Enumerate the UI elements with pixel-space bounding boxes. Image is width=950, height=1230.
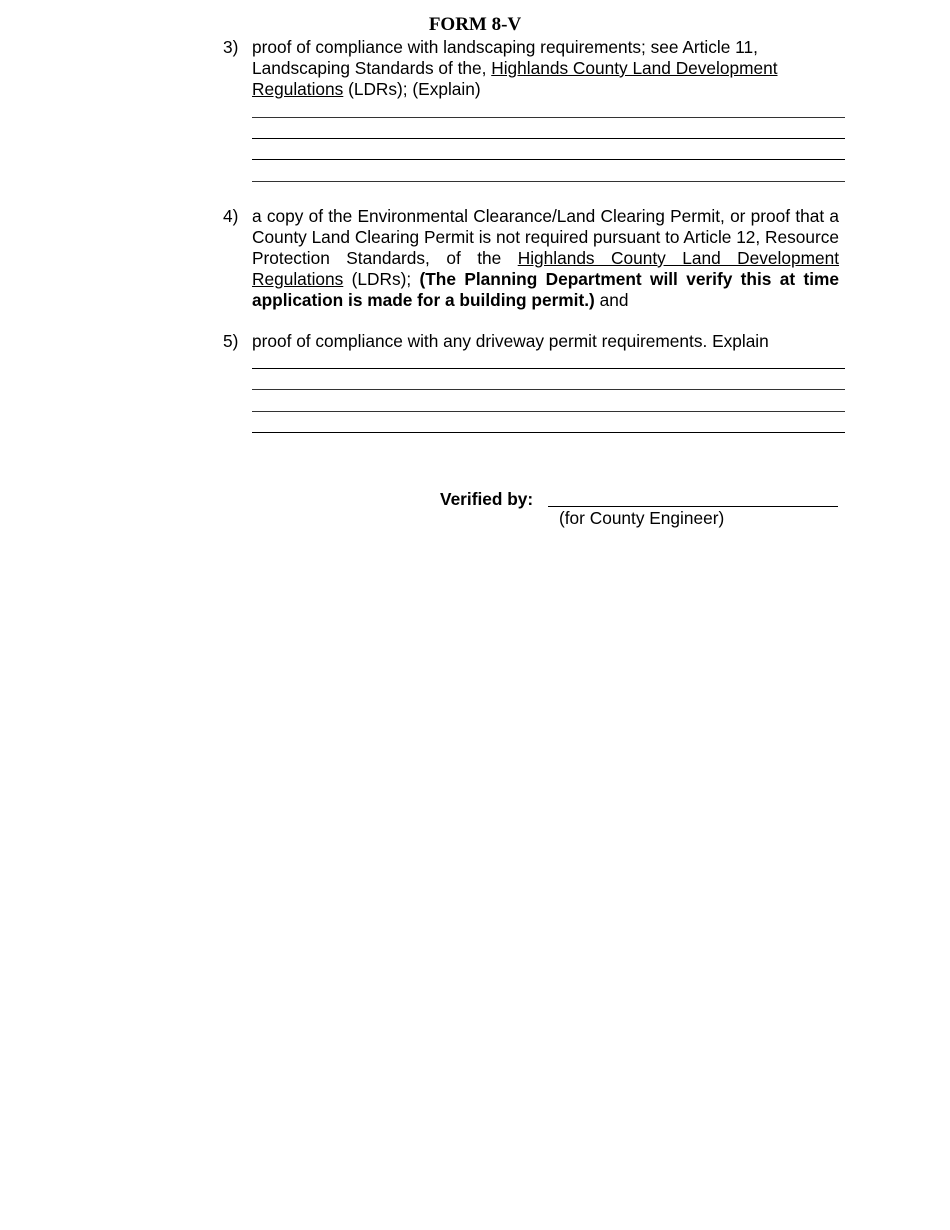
answer-line[interactable] [252, 159, 845, 160]
item-number: 3) [223, 37, 239, 57]
answer-line[interactable] [252, 432, 845, 433]
answer-line[interactable] [252, 411, 845, 412]
answer-line[interactable] [252, 368, 845, 369]
answer-line[interactable] [252, 389, 845, 390]
item-text: proof of compliance with landscaping requirements; see Article 11, Landscaping Standards of the, Highlands County Land Development Regulations (LDRs); (Explain) [252, 37, 778, 99]
answer-line[interactable] [252, 138, 845, 139]
item-text: proof of compliance with any driveway permit requirements. Explain [252, 331, 769, 351]
item-text: a copy of the Environmental Clearance/Land Clearing Permit, or proof that a County Land Clearing Permit is not required pursuant to Article 12, Resource Protection Standards, of the Highlands County Land Development Regulations (LDRs); (The Planning Department will verify this at time application is made for a building permit.) and [252, 206, 840, 310]
answer-line[interactable] [252, 181, 845, 182]
signature-caption: (for County Engineer) [559, 508, 725, 528]
item-number: 4) [223, 206, 239, 226]
planning-note: (The Planning Department will verify this at time application is made for a building permit.) [252, 269, 839, 310]
ldr-reference: Highlands County Land Development Regulations [252, 248, 840, 289]
item-number: 5) [223, 331, 239, 351]
answer-line[interactable] [252, 117, 845, 118]
ldr-reference: Highlands County Land Development Regulations [252, 58, 778, 99]
form-title: FORM 8-V [428, 14, 522, 35]
verified-by-label: Verified by: [440, 489, 534, 509]
signature-line[interactable] [548, 506, 838, 507]
